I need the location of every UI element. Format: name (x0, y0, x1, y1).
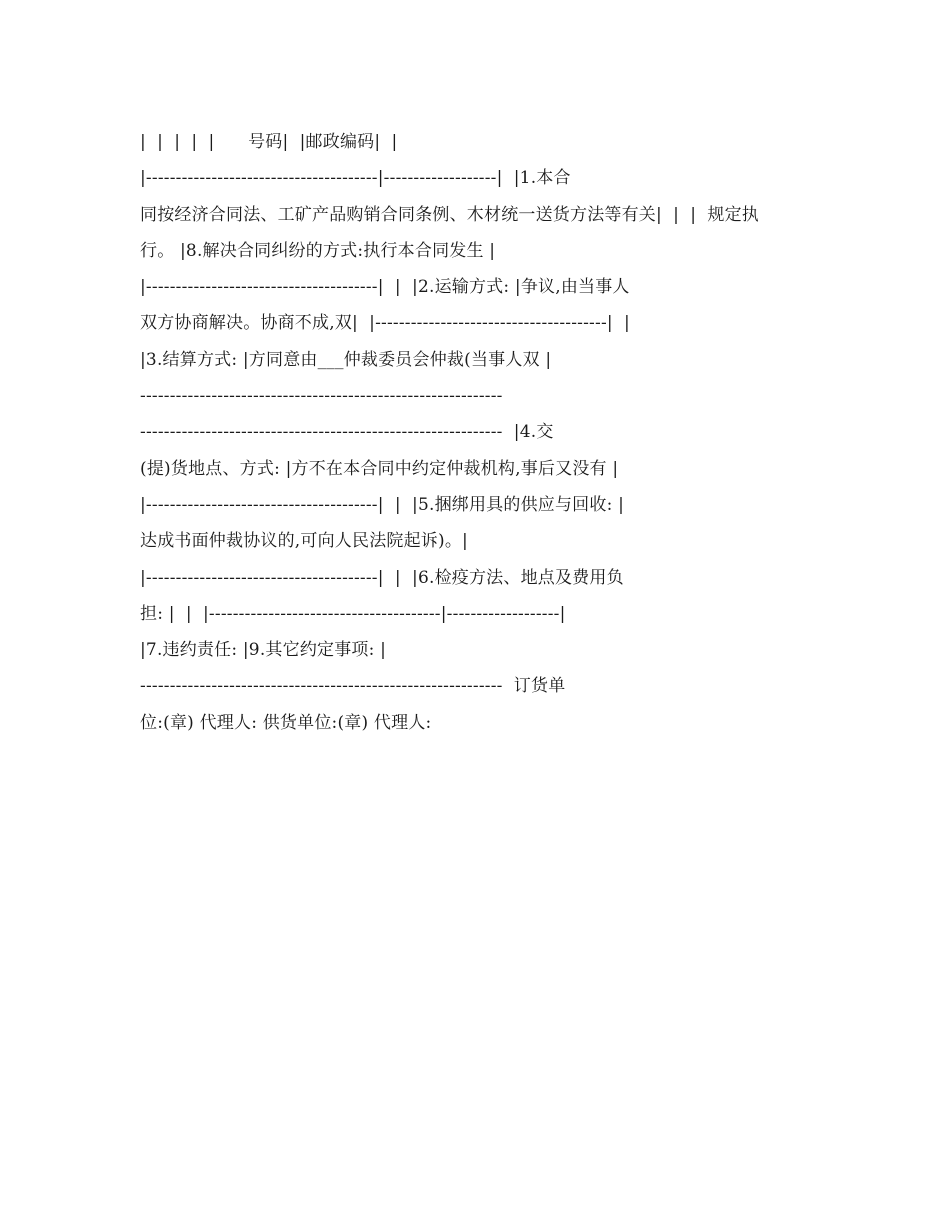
text-line: 达成书面仲裁协议的,可向人民法院起诉)。| (140, 531, 468, 552)
text-line: 同按经济合同法、工矿产品购销合同条例、木材统一送货方法等有关| | | 规定执 (140, 204, 760, 225)
text-line: |---------------------------------------| | |2.运输方式: |争议,由当事人 (140, 277, 630, 298)
text-line: ------------------------------------------------------------- 订货单 (140, 676, 566, 697)
text-line: 双方协商解决。协商不成,双| |---------------------------------------| | (140, 313, 630, 334)
text-line: | | | | | 号码| |邮政编码| | (140, 132, 398, 152)
contract-text-block (140, 124, 820, 741)
text-line: 担: | | |---------------------------------------|-------------------| (140, 603, 566, 624)
text-line: (提)货地点、方式: |方不在本合同中约定仲裁机构,事后又没有 | (140, 458, 619, 479)
text-line: |---------------------------------------| | |5.捆绑用具的供应与回收: | (140, 494, 625, 515)
text-line: ------------------------------------------------------------- |4.交 (140, 422, 554, 443)
text-line: |---------------------------------------|-------------------| |1.本合 (140, 168, 571, 189)
text-line: |---------------------------------------| | |6.检疫方法、地点及费用负 (140, 567, 624, 588)
text-line: 位:(章) 代理人: 供货单位:(章) 代理人: (140, 712, 432, 733)
text-line: 行。 |8.解决合同纠纷的方式:执行本合同发生 | (140, 240, 496, 261)
text-line: |7.违约责任: |9.其它约定事项: | (140, 640, 387, 661)
text-line: |3.结算方式: |方同意由___仲裁委员会仲裁(当事人双 | (140, 349, 552, 370)
text-line: ------------------------------------------------------------- (140, 386, 503, 407)
